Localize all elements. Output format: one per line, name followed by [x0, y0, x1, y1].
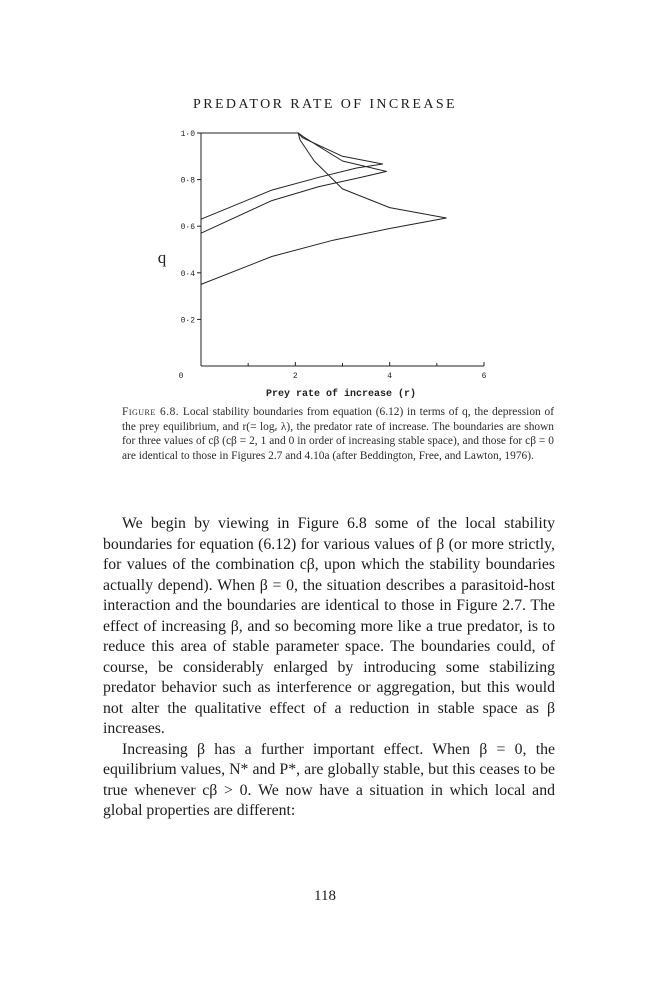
- caption-text: Local stability boundaries from equation (6.12) in terms of q, the depression of the prey equilibrium, and r(= logₑ λ), the predator rate of increase. The boundaries are shown for three values of cβ (cβ = 2, 1 and 0 in order of increasing stable space), and those for cβ = 0 are identical to those in Figures 2.7 and 4.10a (after Beddington, Free, and Lawton, 1976).: [122, 406, 554, 462]
- stability-figure: [0, 0, 650, 400]
- x-tick-label: 2: [292, 372, 298, 381]
- plot-axes: [201, 133, 484, 366]
- stability-boundary-line: [201, 133, 383, 219]
- running-head: PREDATOR RATE OF INCREASE: [193, 97, 457, 112]
- y-tick-label: 0·6: [180, 223, 195, 233]
- figure-caption: [122, 405, 554, 463]
- x-tick-label: 0: [178, 372, 184, 381]
- paragraph: Increasing β has a further important effect. When β = 0, the equilibrium values, N* and P*, are globally stable, but this ceases to be true whenever cβ > 0. We now have a situation in which local and global properties are different:: [103, 740, 555, 819]
- y-tick-label: 0·4: [180, 269, 195, 279]
- y-tick-label: 0·8: [180, 176, 195, 186]
- y-tick-label: 1·0: [180, 130, 195, 139]
- figure-label: Figure 6.8.: [122, 406, 180, 418]
- paragraph: We begin by viewing in Figure 6.8 some of the local stability boundaries for equation (6.12) for various values of β (or more strictly, for values of the combination cβ, upon which the stability boundaries actually depend). When β = 0, the situation describes a parasitoid-host interaction and the boundaries are identical to those in Figure 2.7. The effect of increasing β, and so becoming more like a true predator, is to reduce this area of stable parameter space. The boundaries could, of course, be considerably enlarged by introducing some stabilizing predator behavior such as interference or aggregation, but this would not alter the qualitative effect of a reduction in stable space as β increases.: [103, 515, 555, 737]
- stability-boundary-line: [201, 133, 386, 233]
- stability-curves: [201, 133, 446, 284]
- x-tick-label: 6: [481, 372, 487, 381]
- body-text: [103, 514, 555, 822]
- x-axis-label: Prey rate of increase (r): [265, 389, 417, 400]
- axis-ticks: [179, 130, 487, 381]
- y-tick-label: 0·2: [180, 316, 195, 326]
- y-axis-label: q: [157, 248, 167, 267]
- stability-boundary-line: [201, 133, 446, 284]
- x-tick-label: 4: [387, 372, 393, 381]
- page-number: 118: [314, 888, 336, 904]
